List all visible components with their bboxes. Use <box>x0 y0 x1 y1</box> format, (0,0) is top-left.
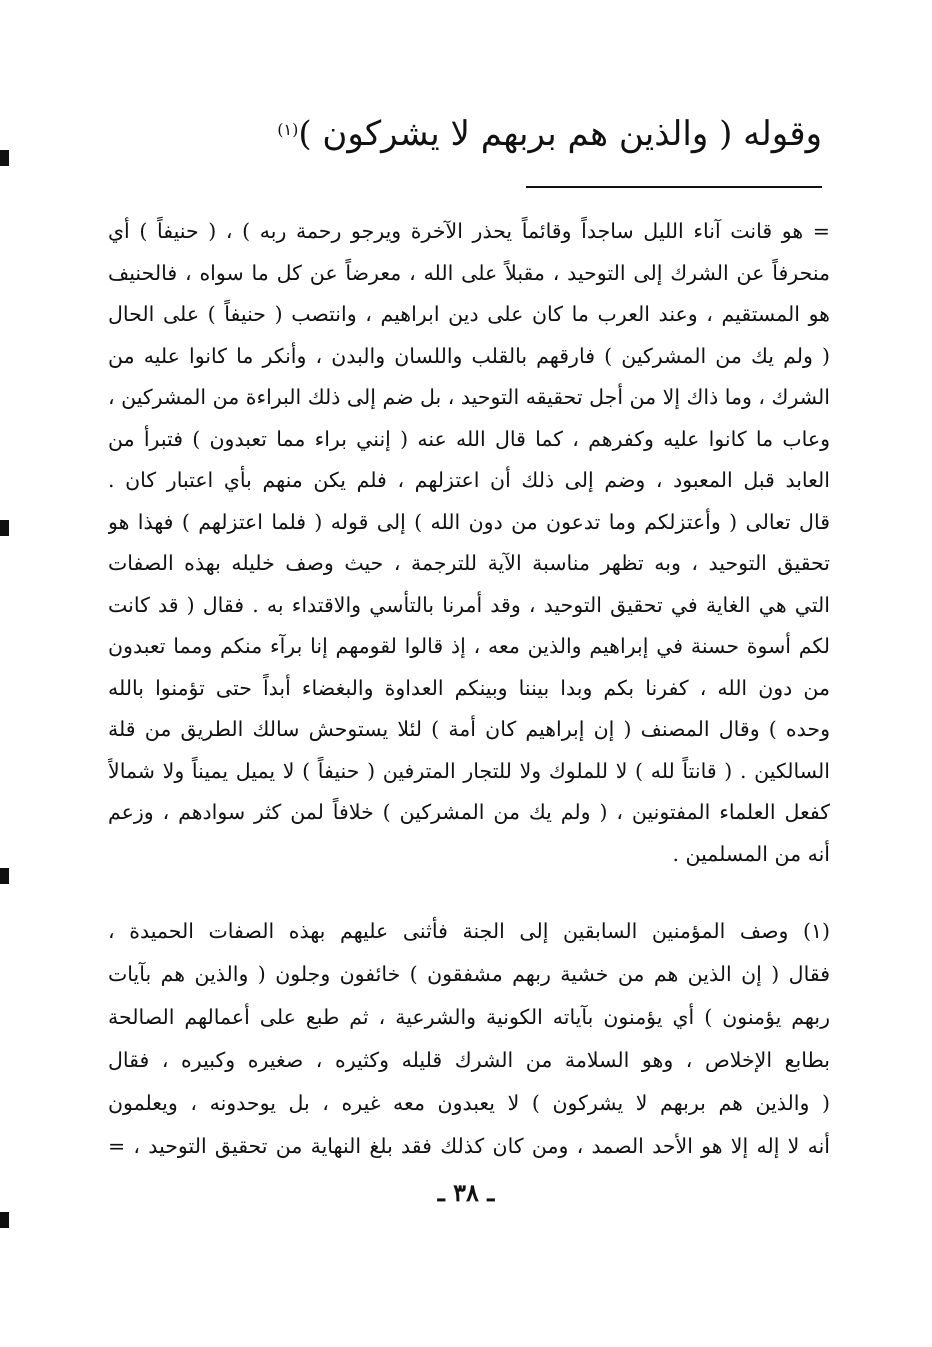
footnote-line: (١) وصف المؤمنين السابقين إلى الجنة فأثنى عليهم بهذه الصفات الحميدة ، <box>108 919 830 943</box>
footnote <box>108 910 830 1168</box>
footnote-line: ( والذين هم بربهم لا يشركون ) لا يعبدون معه غيره ، بل يوحدونه ، ويعلمون <box>108 1091 830 1115</box>
text-line: تحقيق التوحيد ، وبه تظهر مناسبة الآية للترجمة ، حيث وصف خليله بهذه الصفات <box>108 551 830 575</box>
text-line: ( ولم يك من المشركين ) فارقهم بالقلب واللسان والبدن ، وأنكر ما كانوا عليه من <box>108 343 830 368</box>
heading-text: وقوله ( والذين هم بربهم لا يشركون ) <box>298 114 822 154</box>
scan-edge-mark <box>0 1212 9 1228</box>
text-line: لكم أسوة حسنة في إبراهيم والذين معه ، إذ قالوا لقومهم إنا برآء منكم ومما تعبدون <box>108 634 830 658</box>
text-line: الشرك ، وما ذاك إلا من أجل تحقيقه التوحيد ، بل ضم إلى ذلك البراءة من المشركين ، <box>108 385 830 409</box>
footnote-reference: (١) <box>277 120 299 139</box>
separator-rule <box>526 186 822 188</box>
footnote-line: ربهم يؤمنون ) أي يؤمنون بآياته الكونية والشرعية ، ثم طبع على أعمالهم الصالحة <box>108 1005 830 1029</box>
text-line: السالكين . ( قانتاً لله ) لا للملوك ولا للتجار المترفين ( حنيفاً ) لا يميل يميناً ولا شمالاً <box>108 758 830 783</box>
text-line: قال تعالى ( وأعتزلكم وما تدعون من دون الله ) إلى قوله ( فلما اعتزلهم ) فهذا هو <box>108 509 830 534</box>
footnote-line: بطابع الإخلاص ، وهو السلامة من الشرك قليله وكثيره ، صغيره وكبيره ، فقال <box>108 1048 830 1072</box>
footnote-line: فقال ( إن الذين هم من خشية ربهم مشفقون ) خائفون وجلون ( والذين هم بآيات <box>108 962 830 986</box>
page-number: ـ ٣٨ ـ <box>437 1178 495 1207</box>
text-line: هو المستقيم ، وعند العرب ما كان على دين ابراهيم ، وانتصب ( حنيفاً ) على الحال <box>108 302 830 326</box>
text-line: كفعل العلماء المفتونين ، ( ولم يك من المشركين ) خلافاً لمن كثر سوادهم ، وزعم <box>108 800 830 824</box>
text-line: العابد قبل المعبود ، وضم إلى ذلك أن اعتزلهم ، فلم يكن منهم بأي اعتبار كان . <box>108 468 830 492</box>
scan-edge-mark <box>0 520 9 536</box>
main-text <box>108 211 830 875</box>
text-line: منحرفاً عن الشرك إلى التوحيد ، مقبلاً على الله ، معرضاً عن كل ما سواه ، فالحنيف <box>108 260 830 285</box>
text-line: = هو قانت آناء الليل ساجداً وقائماً يحذر الآخرة ويرجو رحمة ربه ) ، ( حنيفاً ) أي <box>108 219 830 243</box>
text-line: من دون الله ، كفرنا بكم وبدا بيننا وبينكم العداوة والبغضاء أبداً حتى تؤمنوا بالله <box>108 675 830 700</box>
footnote-line: أنه لا إله إلا هو الأحد الصمد ، ومن كان كذلك فقد بلغ النهاية من تحقيق التوحيد ، = <box>108 1134 830 1158</box>
text-line: التي هي الغاية في تحقيق التوحيد ، وقد أمرنا بالتأسي والاقتداء به . فقال ( قد كانت <box>108 592 830 617</box>
scan-edge-mark <box>0 868 9 884</box>
text-line: أنه من المسلمين . <box>672 841 830 866</box>
text-line: وحده ) وقال المصنف ( إن إبراهيم كان أمة ) لئلا يستوحش سالك الطريق من قلة <box>108 717 830 741</box>
text-line: وعاب ما كانوا عليه وكفرهم ، كما قال الله عنه ( إنني براء مما تعبدون ) فتبرأ من <box>108 426 830 451</box>
chapter-heading <box>102 104 822 164</box>
scan-edge-mark <box>0 150 9 166</box>
